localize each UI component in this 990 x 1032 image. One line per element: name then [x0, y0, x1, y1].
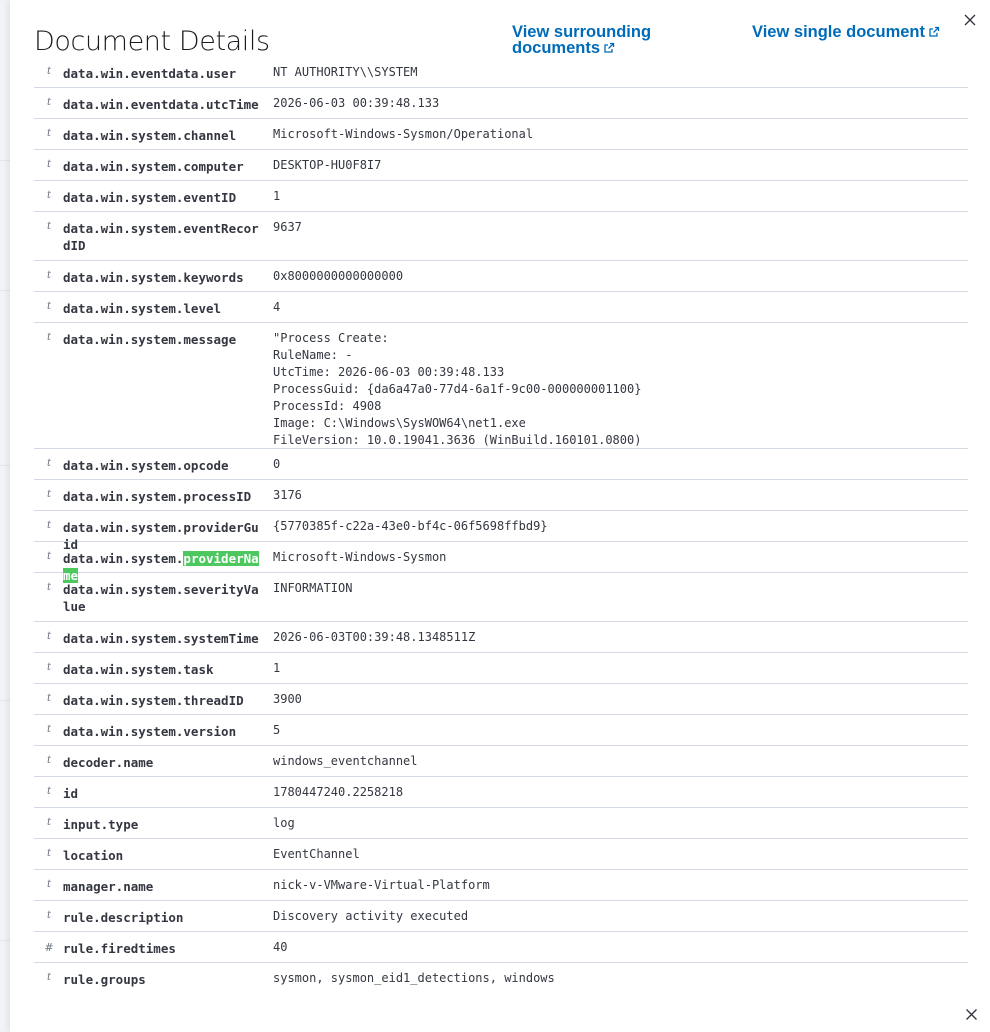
string-type-icon: t [46, 755, 52, 766]
close-icon[interactable] [965, 1006, 978, 1019]
field-name: data.win.system.eventID [63, 190, 237, 205]
string-type-icon: t [46, 786, 52, 797]
field-value: nick-v-VMware-Virtual-Platform [273, 878, 490, 892]
document-details-flyout [10, 0, 990, 1032]
field-name: data.win.system.opcode [63, 458, 229, 473]
field-value: sysmon, sysmon_eid1_detections, windows [273, 971, 555, 985]
string-type-icon: t [46, 270, 52, 281]
field-value: 0x8000000000000000 [273, 269, 404, 283]
field-name: data.win.eventdata.utcTime [63, 97, 259, 112]
close-icon[interactable] [963, 12, 977, 26]
field-value: Discovery activity executed [273, 909, 469, 923]
table-row [34, 901, 968, 932]
table-row [34, 150, 968, 181]
field-name: data.win.system.threadID [63, 693, 244, 708]
table-row [34, 573, 968, 622]
background-divider [0, 465, 10, 466]
field-value: 9637 [273, 220, 302, 234]
field-name: data.win.system.keywords [63, 270, 244, 285]
field-name: data.win.system.processID [63, 489, 252, 504]
table-row [34, 715, 968, 746]
field-name: data.win.system.severityValue [63, 582, 259, 614]
table-row [34, 684, 968, 715]
string-type-icon: t [46, 631, 52, 642]
flyout-title: Document Details [34, 26, 270, 57]
string-type-icon: t [46, 551, 52, 562]
table-row [34, 480, 968, 511]
background-divider [0, 700, 10, 701]
field-name: data.win.system.version [63, 724, 237, 739]
field-value: Microsoft-Windows-Sysmon/Operational [273, 127, 534, 141]
table-row [34, 932, 968, 963]
table-row [34, 808, 968, 839]
view-single-document-label: View single document [752, 23, 925, 41]
field-value: 40 [273, 940, 288, 954]
table-row [34, 261, 968, 292]
background-app-strip [0, 0, 10, 1032]
table-row [34, 839, 968, 870]
field-name: data.win.system.eventRecordID [63, 221, 259, 253]
table-row [34, 622, 968, 653]
field-value: 5 [273, 723, 281, 737]
field-value: 0 [273, 457, 281, 471]
string-type-icon: t [46, 848, 52, 859]
string-type-icon: t [46, 817, 52, 828]
field-value: DESKTOP-HU0F8I7 [273, 158, 382, 172]
field-value: 3176 [273, 488, 302, 502]
field-name: data.win.system.message [63, 332, 237, 347]
field-value: windows_eventchannel [273, 754, 418, 768]
field-value: NT AUTHORITY\\SYSTEM [273, 65, 418, 79]
field-name: data.win.system.channel [63, 128, 237, 143]
field-value: {5770385f-c22a-43e0-bf4c-06f5698ffbd9} [273, 519, 548, 533]
field-name: rule.firedtimes [63, 941, 176, 956]
table-row [34, 870, 968, 901]
string-type-icon: t [46, 97, 52, 108]
table-row [34, 653, 968, 684]
field-name: id [63, 786, 79, 801]
string-type-icon: t [46, 128, 52, 139]
view-single-document-link[interactable] [752, 24, 940, 41]
background-divider [0, 160, 10, 161]
field-value: log [273, 816, 295, 830]
field-name: rule.description [63, 910, 184, 925]
field-value: EventChannel [273, 847, 360, 861]
string-type-icon: t [46, 582, 52, 593]
field-name: data.win.system.providerGuid [63, 520, 259, 552]
string-type-icon: t [46, 662, 52, 673]
field-name: data.win.system.systemTime [63, 631, 259, 646]
number-type-icon: # [44, 941, 54, 954]
string-type-icon: t [46, 66, 52, 77]
search-highlight: providerName [63, 551, 259, 583]
field-name: data.win.eventdata.user [63, 66, 237, 81]
table-row [34, 88, 968, 119]
field-value: 4 [273, 300, 281, 314]
background-divider [0, 290, 10, 291]
string-type-icon: t [46, 520, 52, 531]
table-row [34, 511, 968, 552]
field-value: Microsoft-Windows-Sysmon [273, 550, 447, 564]
string-type-icon: t [46, 159, 52, 170]
table-row [34, 57, 968, 88]
field-name: location [63, 848, 124, 863]
table-row [34, 292, 968, 323]
field-name: data.win.system.computer [63, 159, 244, 174]
string-type-icon: t [46, 879, 52, 890]
field-value: 1 [273, 189, 281, 203]
string-type-icon: t [46, 724, 52, 735]
field-name: decoder.name [63, 755, 154, 770]
field-value: 2026-06-03 00:39:48.133 [273, 96, 440, 110]
table-row [34, 542, 968, 583]
flyout-footer [10, 993, 990, 1032]
string-type-icon: t [46, 489, 52, 500]
external-link-icon [603, 41, 615, 57]
table-row [34, 323, 968, 449]
field-name: rule.groups [63, 972, 146, 987]
background-divider [0, 940, 10, 941]
table-row [34, 777, 968, 808]
string-type-icon: t [46, 972, 52, 983]
field-value: 1 [273, 661, 281, 675]
table-row [34, 181, 968, 212]
table-row [34, 212, 968, 261]
table-row [34, 963, 968, 994]
field-value: 2026-06-03T00:39:48.1348511Z [273, 630, 476, 644]
view-surrounding-documents-link[interactable] [512, 24, 672, 57]
field-value: INFORMATION [273, 581, 353, 595]
string-type-icon: t [46, 221, 52, 232]
field-name: data.win.system.level [63, 301, 222, 316]
field-name: manager.name [63, 879, 154, 894]
field-name: input.type [63, 817, 139, 832]
table-row [34, 449, 968, 480]
string-type-icon: t [46, 301, 52, 312]
field-name: data.win.system.task [63, 662, 214, 677]
string-type-icon: t [46, 458, 52, 469]
table-row [34, 746, 968, 777]
external-link-icon [928, 25, 940, 41]
table-row [34, 119, 968, 150]
string-type-icon: t [46, 190, 52, 201]
field-value[interactable]: "Process Create: RuleName: - UtcTime: 2026-06-03 00:39:48.133 ProcessGuid: {da6a47a0-77d4-6a1f-9c00-000000001100} ProcessId: 4908 Image: C:\Windows\SysWOW64\net1.exe FileVersion: 10.0.19041.3636 (WinBuild.160101.0800) [273, 331, 642, 447]
document-fields-table [34, 57, 968, 993]
field-value: 3900 [273, 692, 302, 706]
view-surrounding-documents-label: View surrounding documents [512, 23, 652, 57]
field-value: 1780447240.2258218 [273, 785, 404, 799]
string-type-icon: t [46, 910, 52, 921]
string-type-icon: t [46, 693, 52, 704]
string-type-icon: t [46, 332, 52, 343]
field-name-prefix: data.win.system. [63, 551, 184, 566]
